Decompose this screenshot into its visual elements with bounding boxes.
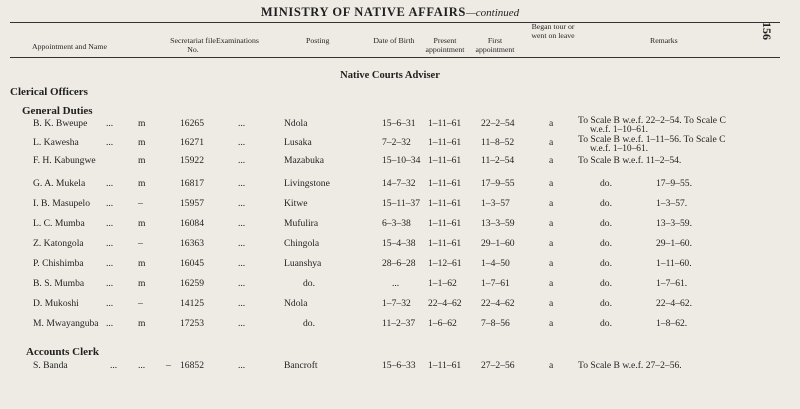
row-first: 27–2–56 [481,360,515,371]
row-present: 1–11–61 [428,155,462,166]
table-row [0,155,800,169]
row-name: B. K. Bweupe [33,118,88,129]
col-dob: Date of Birth [373,36,415,45]
row-posting: Lusaka [284,137,312,148]
row-file-no: 16817 [180,178,204,189]
row-present: 1–11–61 [428,238,462,249]
row-file-no: 16265 [180,118,204,129]
col-posting: Posting [306,36,330,45]
group-clerical-officers: Clerical Officers [10,86,88,98]
col-tour: Began tour or went on leave [531,22,575,40]
row-name: D. Mukoshi [33,298,79,309]
row-tour: a [549,298,554,309]
row-name: L. Kawesha [33,137,79,148]
row-posting: Kitwe [284,198,308,209]
row-dob: ... [392,278,400,289]
row-posting: Mazabuka [284,155,324,166]
row-exam: ... [238,238,246,249]
row-dots: ... [106,258,114,269]
row-name: B. S. Mumba [33,278,85,289]
row-name: L. C. Mumba [33,218,85,229]
group-accounts-clerk: Accounts Clerk [26,346,100,358]
row-posting: Mufulira [284,218,319,229]
row-remarks: do. [600,278,612,289]
row-tour: a [549,178,554,189]
row-dots: ... [106,178,114,189]
row-remarks-date: 17–9–55. [656,178,692,189]
row-first: 11–8–52 [481,137,515,148]
row-file-no: 17253 [180,318,204,329]
table-row [0,298,800,312]
row-mark: – [138,238,143,249]
table-row [0,258,800,272]
row-posting: do. [303,318,315,329]
row-remarks: do. [600,318,612,329]
row-name: F. H. Kabungwe [33,155,96,166]
row-remarks-date: 1–8–62. [656,318,688,329]
row-mark: m [138,258,146,269]
row-name: Z. Katongola [33,238,84,249]
row-dob: 11–2–37 [382,318,416,329]
col-appointment: Appointment and Name [32,42,107,51]
row-remarks-date: 13–3–59. [656,218,692,229]
row-dots: ... [106,218,114,229]
row-tour: a [549,258,554,269]
row-present: 1–11–61 [428,118,462,129]
row-dob: 28–6–28 [382,258,416,269]
row-file-no: 16363 [180,238,204,249]
row-exam: ... [238,178,246,189]
row-tour: a [549,155,554,166]
col-first: First appointment [475,36,515,54]
row-dots: ... [106,198,114,209]
row-name: P. Chishimba [33,258,84,269]
row-tour: a [549,137,554,148]
row-remarks: do. [600,178,612,189]
row-tour: a [549,198,554,209]
table-row [0,278,800,292]
row-file-no: 16271 [180,137,204,148]
table-row [0,238,800,252]
row-tour: a [549,278,554,289]
table-row [0,360,800,374]
row-first: 7–8–56 [481,318,510,329]
section-title: Native Courts Adviser [340,70,440,81]
row-remarks: do. [600,218,612,229]
row-remarks-continued: w.e.f. 1–10–61. [590,144,648,154]
row-remarks-date: 29–1–60. [656,238,692,249]
row-dob: 14–7–32 [382,178,416,189]
row-dob: 15–11–37 [382,198,421,209]
table-row [0,134,800,154]
row-name: I. B. Masupelo [33,198,91,209]
row-remarks-date: 1–3–57. [656,198,688,209]
row-exam: ... [238,118,246,129]
title-text: MINISTRY OF NATIVE AFFAIRS [260,5,466,19]
row-present: 1–11–61 [428,198,462,209]
row-name: M. Mwayanguba [33,318,99,329]
row-mark: m [138,278,146,289]
row-exam: ... [238,198,246,209]
row-present: 22–4–62 [428,298,462,309]
row-file-no: 16852 [180,360,204,371]
row-posting: do. [303,278,315,289]
table-row [0,318,800,332]
row-first: 1–4–50 [481,258,510,269]
page-number: 156 [760,22,774,40]
row-mark: m [138,318,146,329]
row-first: 29–1–60 [481,238,515,249]
table-row [0,198,800,212]
row-remarks: To Scale B w.e.f. 27–2–56. [578,360,682,371]
row-tour: a [549,218,554,229]
row-tour: a [549,360,554,371]
row-dob: 15–6–31 [382,118,416,129]
row-remarks-date: 1–7–61. [656,278,688,289]
row-first: 17–9–55 [481,178,515,189]
row-mark: m [138,178,146,189]
row-remarks: To Scale B w.e.f. 1–11–56. To Scale C [578,134,726,145]
row-tour: a [549,238,554,249]
row-first: 13–3–59 [481,218,515,229]
row-present: 1–11–61 [428,178,462,189]
row-name: G. A. Mukela [33,178,86,189]
row-remarks: To Scale B w.e.f. 22–2–54. To Scale C [578,115,726,126]
table-row [0,115,800,135]
col-remarks: Remarks [650,36,678,45]
row-present: 1–11–61 [428,360,462,371]
row-dots: ... [106,298,114,309]
row-present: 1–1–62 [428,278,457,289]
table-row [0,218,800,232]
col-present: Present appointment [425,36,465,54]
page-title [0,5,780,20]
row-tour: a [549,118,554,129]
col-file-no: Secretariat file No. [170,36,216,54]
row-dots: ... [106,278,114,289]
row-dots: ... [106,137,114,148]
row-remarks: do. [600,298,612,309]
row-file-no: 14125 [180,298,204,309]
row-first: 11–2–54 [481,155,515,166]
row-posting: Luanshya [284,258,322,269]
row-file-no: 16084 [180,218,204,229]
row-dob: 15–10–34 [382,155,421,166]
row-first: 22–2–54 [481,118,515,129]
row-exam: ... [238,155,246,166]
row-mark: m [138,155,146,166]
row-remarks: do. [600,198,612,209]
row-dots: ... [106,238,114,249]
row-dots: ... [106,318,114,329]
col-examinations: Examinations [216,36,259,45]
row-dob: 15–4–38 [382,238,416,249]
row-first: 1–7–61 [481,278,510,289]
row-present: 1–6–62 [428,318,457,329]
row-posting: Chingola [284,238,320,249]
row-present: 1–11–61 [428,218,462,229]
row-dob: 1–7–32 [382,298,411,309]
row-exam: ... [238,360,246,371]
row-mark: m [138,118,146,129]
table-row [0,178,800,192]
row-posting: Livingstone [284,178,330,189]
row-mark: m [138,218,146,229]
row-file-no: 15922 [180,155,204,166]
row-name: S. Banda [33,360,68,371]
row-dots: ... [138,360,146,371]
row-file-no: 16259 [180,278,204,289]
row-mark: – [138,198,143,209]
row-present: 1–11–61 [428,137,462,148]
row-dots: ... [110,360,118,371]
row-exam: ... [238,318,246,329]
group-general-duties: General Duties [22,105,93,117]
row-exam: ... [238,278,246,289]
row-exam: ... [238,218,246,229]
row-dob: 6–3–38 [382,218,411,229]
header-top-rule [10,22,780,23]
row-file-no: 16045 [180,258,204,269]
row-exam: ... [238,298,246,309]
row-mark: – [166,360,171,371]
row-posting: Ndola [284,118,308,129]
row-first: 22–4–62 [481,298,515,309]
row-remarks-date: 1–11–60. [656,258,692,269]
row-present: 1–12–61 [428,258,462,269]
row-remarks: do. [600,238,612,249]
row-mark: m [138,137,146,148]
row-exam: ... [238,137,246,148]
row-dob: 15–6–33 [382,360,416,371]
row-remarks-date: 22–4–62. [656,298,692,309]
row-tour: a [549,318,554,329]
header-bottom-rule [10,57,780,58]
title-suffix: —continued [465,7,520,19]
row-dots: ... [106,118,114,129]
row-dob: 7–2–32 [382,137,411,148]
row-file-no: 15957 [180,198,204,209]
row-exam: ... [238,258,246,269]
row-mark: – [138,298,143,309]
row-remarks: To Scale B w.e.f. 11–2–54. [578,155,682,166]
row-posting: Bancroft [284,360,318,371]
row-remarks-continued: w.e.f. 1–10–61. [590,125,648,135]
row-remarks: do. [600,258,612,269]
row-first: 1–3–57 [481,198,510,209]
row-posting: Ndola [284,298,308,309]
